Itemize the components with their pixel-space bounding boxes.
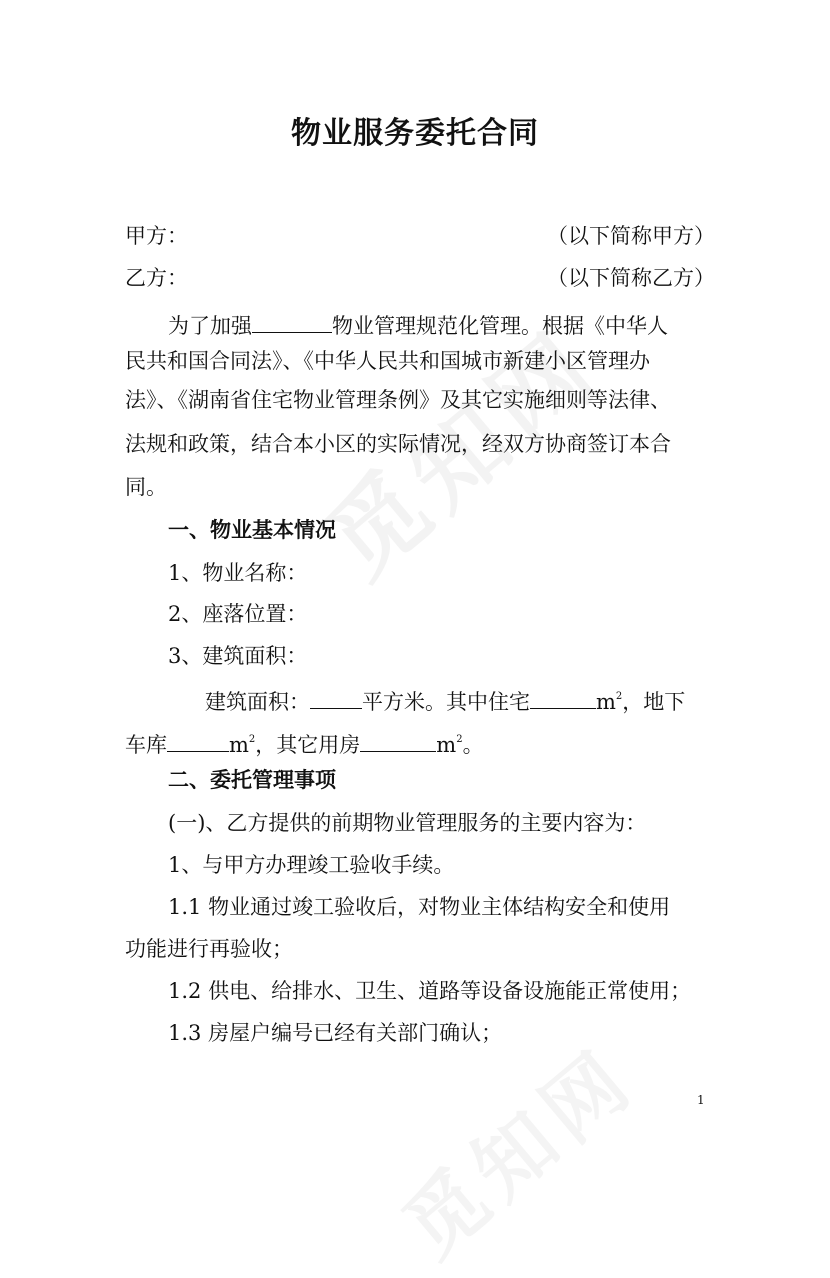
blank-other-area [360, 731, 436, 752]
intro-text-a: 为了加强 [168, 314, 252, 338]
section-1-item-1: 1、物业名称： [168, 561, 308, 585]
unit-sup: 2 [615, 691, 623, 702]
section-2-item-1: 1、与甲方办理竣工验收手续。 [168, 853, 455, 877]
unit-m: m [436, 733, 457, 757]
intro-line-2: 民共和国合同法》、《中华人民共和国城市新建小区管理办 [125, 349, 650, 373]
section-2-heading: 二、委托管理事项 [168, 767, 336, 792]
area-line-1 [205, 685, 715, 714]
unit-sup: 2 [456, 734, 463, 745]
party-a-label: 甲方： [125, 224, 188, 248]
section-1-heading: 一、物业基本情况 [168, 517, 336, 542]
intro-line-1 [168, 312, 715, 338]
intro-text-b: 物业管理规范化管理。根据《中华人 [332, 314, 668, 338]
section-2-sub-1: (一)、乙方提供的前期物业管理服务的主要内容为： [168, 811, 647, 835]
blank-property-name [252, 312, 332, 333]
blank-garage-area [167, 731, 229, 752]
section-2-item-1-2: 1.2 供电、给排水、卫生、道路等设备设施能正常使用； [168, 979, 692, 1003]
party-b-note: （以下简称乙方） [547, 266, 715, 290]
watermark-bottom [375, 1017, 656, 1278]
area2-end: 。 [462, 733, 484, 757]
blank-total-area [310, 688, 362, 709]
party-a-line [125, 224, 715, 248]
party-b-label: 乙方： [125, 266, 188, 290]
area2-text-a: 车库 [125, 733, 167, 757]
section-2-item-1-1b: 功能进行再验收； [125, 937, 293, 961]
unit-m: m [596, 690, 616, 714]
section-1-item-2: 2、座落位置： [168, 602, 308, 626]
contract-title: 物业服务委托合同 [291, 116, 539, 151]
intro-line-3: 法》、《湖南省住宅物业管理条例》及其它实施细则等法律、 [125, 388, 671, 412]
page-number: 1 [697, 1093, 705, 1107]
blank-residential-area [530, 688, 596, 709]
section-1-item-3: 3、建筑面积： [168, 644, 308, 668]
party-a-note: （以下简称甲方） [547, 224, 715, 248]
area-line-2 [125, 728, 715, 757]
intro-line-4: 法规和政策，结合本小区的实际情况，经双方协商签订本合 [125, 432, 671, 456]
area2-text-b: ，其它用房 [255, 733, 361, 757]
area-text-b: 平方米。其中住宅 [362, 690, 530, 714]
party-b-line [125, 266, 715, 290]
section-2-item-1-3: 1.3 房屋户编号已经有关部门确认； [168, 1021, 503, 1045]
area-text-c: ，地下 [622, 690, 686, 714]
area-text-a: 建筑面积： [205, 690, 310, 714]
unit-m: m [229, 733, 249, 757]
section-2-item-1-1a: 1.1 物业通过竣工验收后，对物业主体结构安全和使用 [168, 895, 671, 919]
intro-line-5: 同。 [125, 475, 167, 499]
unit-sup: 2 [248, 734, 256, 745]
